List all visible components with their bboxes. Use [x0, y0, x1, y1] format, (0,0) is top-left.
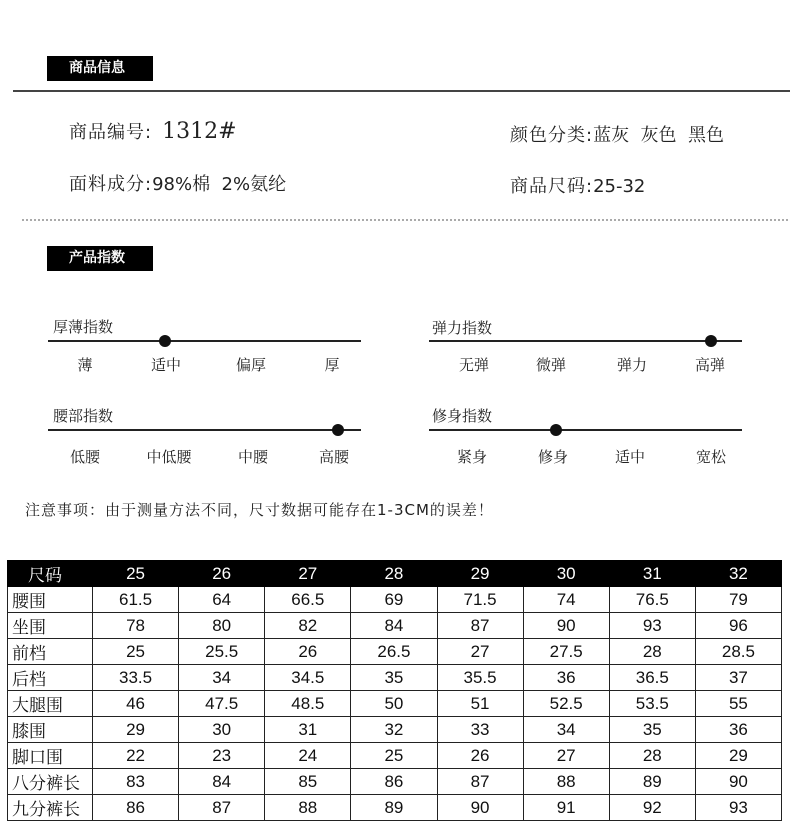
measurement-value-cell: 27.5: [523, 639, 609, 665]
item-number-label: 商品编号:: [69, 122, 153, 143]
measurement-value-cell: 28.5: [695, 639, 781, 665]
measurement-value-cell: 26: [265, 639, 351, 665]
measurement-value-cell: 87: [437, 613, 523, 639]
index-option: 高腰: [318, 448, 349, 466]
measurement-value-cell: 46: [93, 691, 179, 717]
measurement-value-cell: 78: [93, 613, 179, 639]
measurement-value-cell: 51: [437, 691, 523, 717]
measurement-value-cell: 25: [351, 743, 437, 769]
measurement-value-cell: 89: [351, 795, 437, 821]
measurement-value-cell: 36: [523, 665, 609, 691]
measurement-value-cell: 69: [351, 587, 437, 613]
measurement-name-cell: 九分裤长: [8, 795, 93, 821]
measurement-value-cell: 61.5: [93, 587, 179, 613]
index-scale-line: [429, 340, 742, 342]
measurement-value-cell: 47.5: [179, 691, 265, 717]
fabric-label: 面料成分:: [69, 174, 153, 195]
size-value: 25-32: [593, 176, 646, 197]
measurement-value-cell: 36: [695, 717, 781, 743]
index-scale-line: [429, 429, 742, 431]
measurement-value-cell: 82: [265, 613, 351, 639]
measurement-value-cell: 88: [523, 769, 609, 795]
size-header-cell: 32: [695, 561, 781, 587]
measurement-value-cell: 26.5: [351, 639, 437, 665]
measurement-value-cell: 66.5: [265, 587, 351, 613]
measurement-value-cell: 71.5: [437, 587, 523, 613]
table-row: [8, 587, 782, 613]
size-header-cell: 29: [437, 561, 523, 587]
index-option: 高弹: [694, 356, 725, 374]
measurement-value-cell: 87: [437, 769, 523, 795]
measurement-note: 注意事项：由于测量方法不同，尺寸数据可能存在1-3CM的误差！: [25, 501, 494, 519]
index-marker: [705, 335, 717, 347]
measurement-value-cell: 24: [265, 743, 351, 769]
index-option: 适中: [614, 448, 645, 466]
index-option: 低腰: [69, 448, 100, 466]
measurement-value-cell: 34: [179, 665, 265, 691]
table-row: [8, 665, 782, 691]
index-option: 紧身: [456, 448, 487, 466]
measurement-value-cell: 25: [93, 639, 179, 665]
size-header-cell: 28: [351, 561, 437, 587]
size-table-header: [8, 561, 782, 587]
index-option: 无弹: [458, 356, 489, 374]
index-marker: [159, 335, 171, 347]
size-header-cell: 30: [523, 561, 609, 587]
table-row: [8, 769, 782, 795]
fabric-row: [69, 170, 286, 196]
index-title: 弹力指数: [432, 319, 493, 337]
size-header-cell: 31: [609, 561, 695, 587]
measurement-value-cell: 29: [695, 743, 781, 769]
index-option: 中腰: [237, 448, 268, 466]
measurement-value-cell: 87: [179, 795, 265, 821]
size-header-cell: 25: [93, 561, 179, 587]
measurement-value-cell: 96: [695, 613, 781, 639]
section-divider: [13, 90, 790, 92]
measurement-value-cell: 26: [437, 743, 523, 769]
measurement-name-cell: 膝围: [8, 717, 93, 743]
measurement-value-cell: 29: [93, 717, 179, 743]
measurement-value-cell: 88: [265, 795, 351, 821]
measurement-value-cell: 30: [179, 717, 265, 743]
index-marker: [550, 424, 562, 436]
measurement-value-cell: 89: [609, 769, 695, 795]
size-header-cell: 尺码: [8, 561, 93, 587]
measurement-name-cell: 脚口围: [8, 743, 93, 769]
table-row: [8, 717, 782, 743]
measurement-value-cell: 55: [695, 691, 781, 717]
fabric-value: 98%棉 2%氨纶: [152, 174, 287, 195]
measurement-value-cell: 34: [523, 717, 609, 743]
measurement-value-cell: 27: [437, 639, 523, 665]
measurement-value-cell: 90: [695, 769, 781, 795]
index-option: 薄: [77, 356, 93, 374]
measurement-value-cell: 37: [695, 665, 781, 691]
index-scale-line: [48, 340, 361, 342]
index-option: 微弹: [535, 356, 566, 374]
measurement-value-cell: 83: [93, 769, 179, 795]
measurement-value-cell: 50: [351, 691, 437, 717]
measurement-value-cell: 86: [351, 769, 437, 795]
size-table: [7, 560, 782, 821]
measurement-value-cell: 23: [179, 743, 265, 769]
measurement-value-cell: 84: [351, 613, 437, 639]
index-option: 偏厚: [235, 356, 266, 374]
measurement-value-cell: 76.5: [609, 587, 695, 613]
measurement-name-cell: 后档: [8, 665, 93, 691]
color-row: [510, 121, 724, 147]
table-row: [8, 795, 782, 821]
size-label: 商品尺码:: [510, 176, 594, 197]
measurement-name-cell: 大腿围: [8, 691, 93, 717]
size-header-cell: 26: [179, 561, 265, 587]
measurement-value-cell: 52.5: [523, 691, 609, 717]
measurement-value-cell: 64: [179, 587, 265, 613]
index-title: 厚薄指数: [53, 318, 114, 336]
measurement-value-cell: 48.5: [265, 691, 351, 717]
index-option: 中低腰: [146, 448, 192, 466]
item-number-value: 1312#: [162, 119, 237, 144]
size-table-body: [8, 587, 782, 821]
size-row: [510, 172, 645, 198]
measurement-value-cell: 28: [609, 639, 695, 665]
section-tag-product-info: 商品信息: [47, 56, 153, 81]
index-option: 弹力: [616, 356, 647, 374]
measurement-value-cell: 53.5: [609, 691, 695, 717]
measurement-value-cell: 92: [609, 795, 695, 821]
table-row: [8, 691, 782, 717]
measurement-value-cell: 93: [609, 613, 695, 639]
measurement-name-cell: 八分裤长: [8, 769, 93, 795]
measurement-value-cell: 90: [523, 613, 609, 639]
size-header-cell: 27: [265, 561, 351, 587]
measurement-value-cell: 91: [523, 795, 609, 821]
index-option: 适中: [150, 356, 181, 374]
index-title: 修身指数: [432, 407, 493, 425]
table-row: [8, 639, 782, 665]
measurement-value-cell: 35: [609, 717, 695, 743]
index-title: 腰部指数: [53, 407, 114, 425]
measurement-name-cell: 坐围: [8, 613, 93, 639]
measurement-value-cell: 22: [93, 743, 179, 769]
measurement-value-cell: 84: [179, 769, 265, 795]
index-option: 厚: [324, 356, 340, 374]
measurement-name-cell: 腰围: [8, 587, 93, 613]
color-label: 颜色分类:: [510, 125, 594, 146]
measurement-value-cell: 80: [179, 613, 265, 639]
measurement-value-cell: 34.5: [265, 665, 351, 691]
item-number-row: [69, 118, 237, 144]
table-row: [8, 613, 782, 639]
measurement-value-cell: 35.5: [437, 665, 523, 691]
table-row: [8, 743, 782, 769]
index-marker: [332, 424, 344, 436]
color-value: 蓝灰 灰色 黑色: [593, 125, 724, 146]
measurement-value-cell: 90: [437, 795, 523, 821]
measurement-value-cell: 27: [523, 743, 609, 769]
measurement-value-cell: 31: [265, 717, 351, 743]
measurement-value-cell: 93: [695, 795, 781, 821]
measurement-value-cell: 74: [523, 587, 609, 613]
measurement-name-cell: 前档: [8, 639, 93, 665]
measurement-value-cell: 86: [93, 795, 179, 821]
measurement-value-cell: 33: [437, 717, 523, 743]
index-option: 修身: [537, 448, 568, 466]
measurement-value-cell: 79: [695, 587, 781, 613]
measurement-value-cell: 32: [351, 717, 437, 743]
section-tag-product-index: 产品指数: [47, 246, 153, 271]
measurement-value-cell: 85: [265, 769, 351, 795]
measurement-value-cell: 35: [351, 665, 437, 691]
index-option: 宽松: [695, 448, 726, 466]
measurement-value-cell: 28: [609, 743, 695, 769]
measurement-value-cell: 33.5: [93, 665, 179, 691]
dotted-divider: [22, 219, 788, 221]
index-scale-line: [48, 429, 361, 431]
measurement-value-cell: 36.5: [609, 665, 695, 691]
measurement-value-cell: 25.5: [179, 639, 265, 665]
